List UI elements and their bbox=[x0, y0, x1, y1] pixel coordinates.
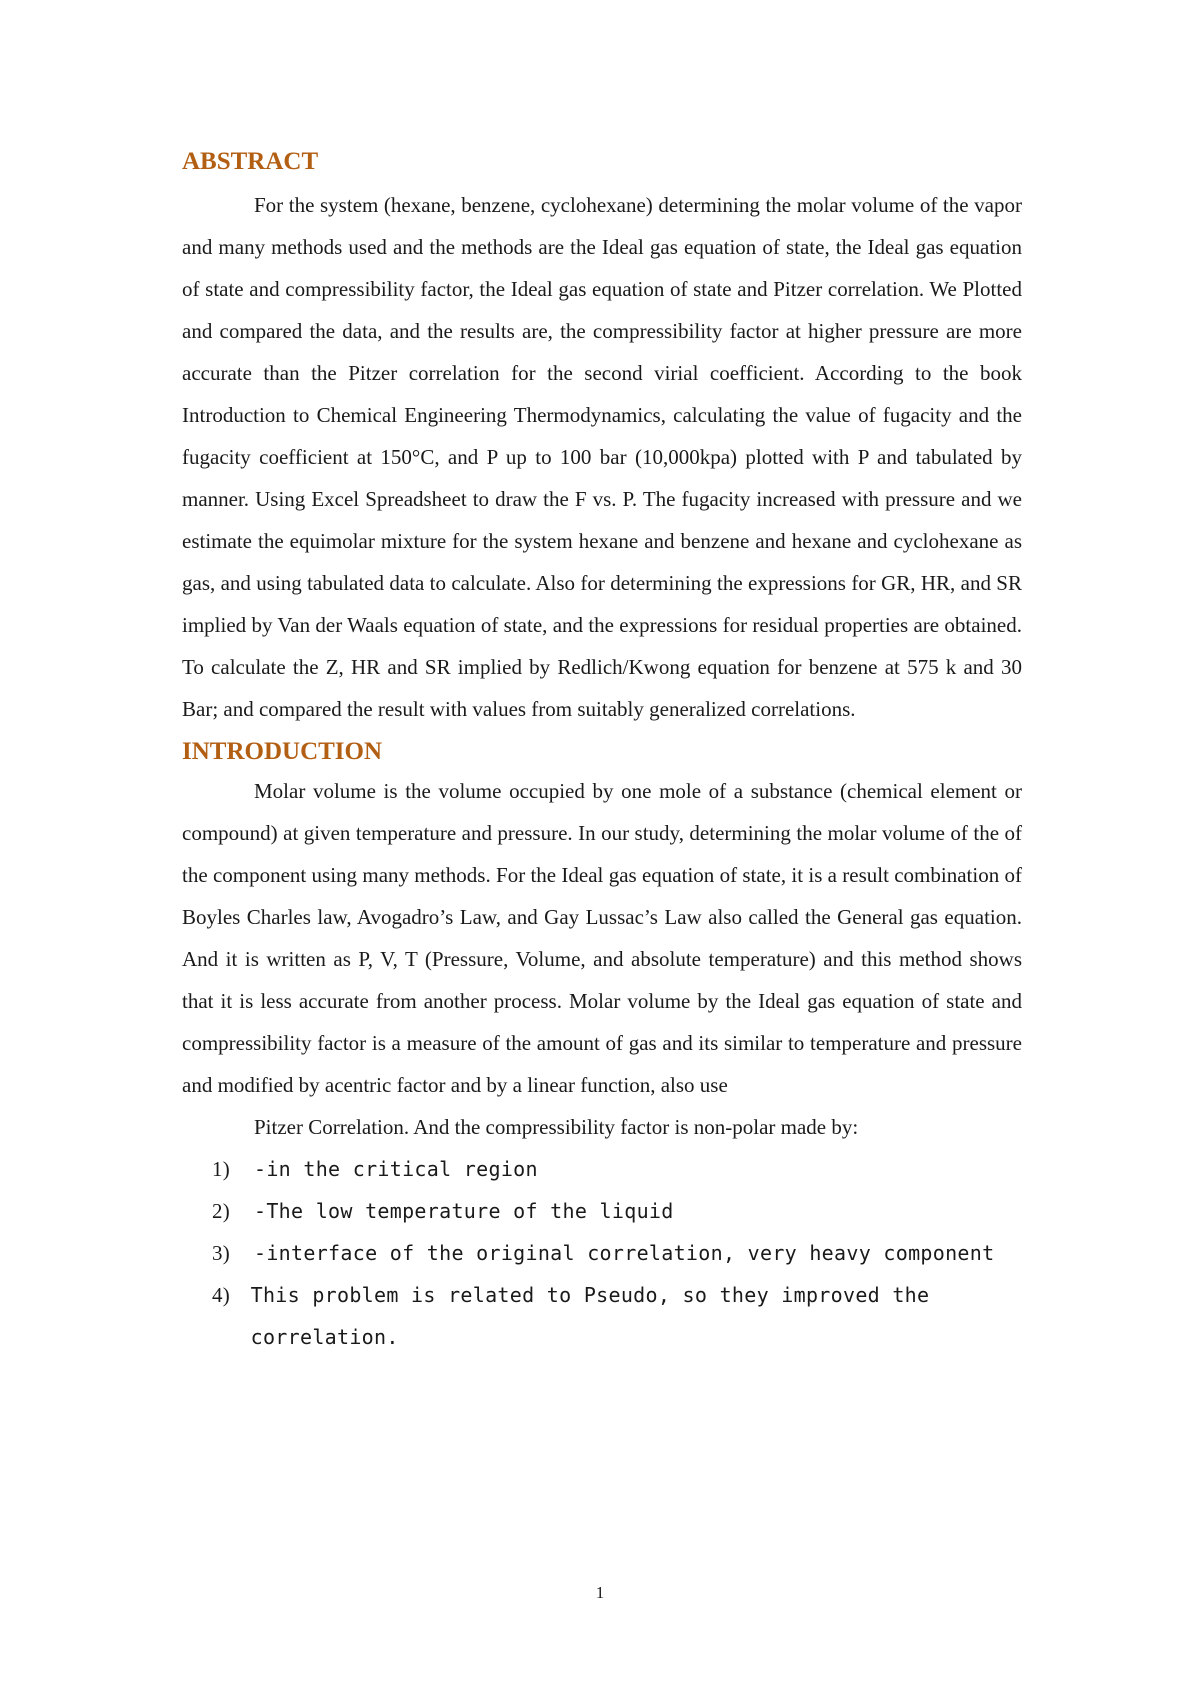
introduction-continuation: Pitzer Correlation. And the compressibility factor is non-polar made by: bbox=[254, 1115, 859, 1139]
abstract-heading: ABSTRACT bbox=[182, 148, 319, 175]
list-item-number: 3) bbox=[212, 1241, 231, 1265]
list-item-text: -interface of the original correlation, very heavy component bbox=[254, 1241, 995, 1265]
page-content bbox=[182, 146, 1022, 1358]
page-number: 1 bbox=[595, 1583, 605, 1602]
list-item bbox=[182, 1148, 1022, 1190]
list-item-number: 2) bbox=[212, 1199, 231, 1223]
list-item bbox=[182, 1274, 1022, 1358]
list-item-number: 4) bbox=[212, 1283, 231, 1307]
list-item-text: -in the critical region bbox=[254, 1157, 538, 1181]
list-item-number: 1) bbox=[212, 1157, 231, 1181]
list-item-text: -The low temperature of the liquid bbox=[254, 1199, 674, 1223]
list-item bbox=[182, 1232, 1022, 1274]
introduction-heading: INTRODUCTION bbox=[182, 738, 383, 765]
abstract-paragraph: For the system (hexane, benzene, cyclohexane) determining the molar volume of the vapor and many methods used and the methods are the Ideal gas equation of state, the Ideal gas equation of state and compressibility factor, the Ideal gas equation of state and Pitzer correlation. We Plotted and compared the data, and the results are, the compressibility factor at higher pressure are more accurate than the Pitzer correlation for the second virial coefficient. According to the book Introduction to Chemical Engineering Thermodynamics, calculating the value of fugacity and the fugacity coefficient at 150°C, and P up to 100 bar (10,000kpa) plotted with P and tabulated by manner. Using Excel Spreadsheet to draw the F vs. P. The fugacity increased with pressure and we estimate the equimolar mixture for the system hexane and benzene and hexane and cyclohexane as gas, and using tabulated data to calculate. Also for determining the expressions for GR, HR, and SR implied by Van der Waals equation of state, and the expressions for residual properties are obtained. To calculate the Z, HR and SR implied by Redlich/Kwong equation for benzene at 575 k and 30 Bar; and compared the result with values from suitably generalized correlations. bbox=[182, 193, 1022, 721]
introduction-paragraph: Molar volume is the volume occupied by one mole of a substance (chemical element or compound) at given temperature and pressure. In our study, determining the molar volume of the of the component using many methods. For the Ideal gas equation of state, it is a result combination of Boyles Charles law, Avogadro’s Law, and Gay Lussac’s Law also called the General gas equation. And it is written as P, V, T (Pressure, Volume, and absolute temperature) and this method shows that it is less accurate from another process. Molar volume by the Ideal gas equation of state and compressibility factor is a measure of the amount of gas and its similar to temperature and pressure and modified by acentric factor and by a linear function, also use bbox=[182, 779, 1022, 1097]
list-item bbox=[182, 1190, 1022, 1232]
numbered-list bbox=[182, 1148, 1022, 1358]
list-item-text: This problem is related to Pseudo, so they improved the correlation. bbox=[250, 1283, 930, 1349]
